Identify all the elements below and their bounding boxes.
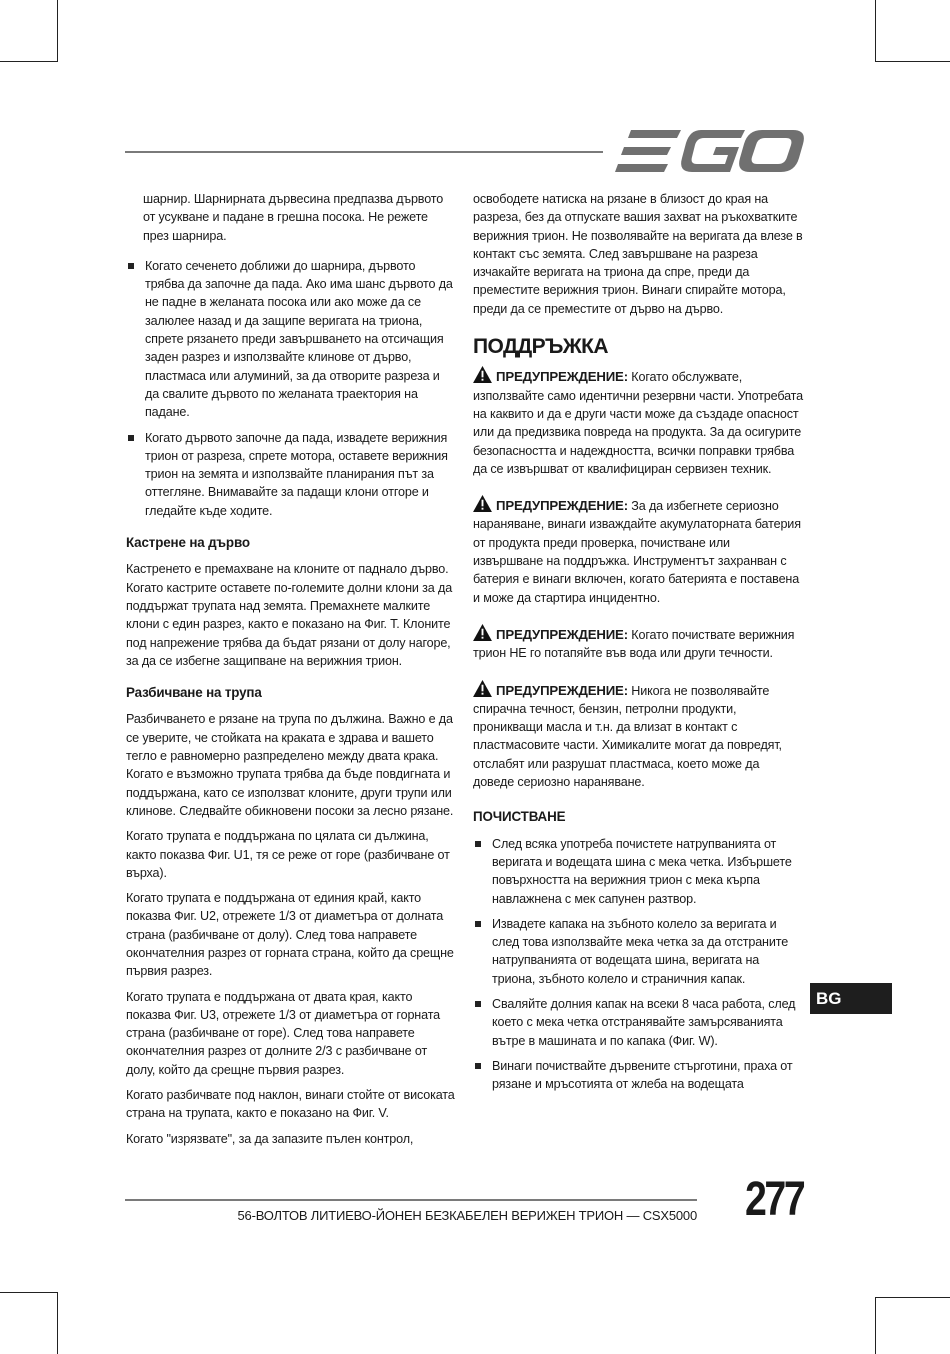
warning-triangle-icon <box>473 366 492 383</box>
warning-paragraph <box>473 624 803 663</box>
footer-product-title: 56-ВОЛТОВ ЛИТИЕВО-ЙОНЕН БЕЗКАБЕЛЕН ВЕРИЖЕН ТРИОН — CSX5000 <box>237 1208 697 1223</box>
felling-bullet-list <box>126 257 456 520</box>
crop-mark <box>875 1297 950 1298</box>
language-tab: BG <box>810 983 892 1014</box>
cleaning-bullet-list <box>473 835 803 1094</box>
footer-rule <box>125 1199 697 1201</box>
warning-triangle-icon <box>473 624 492 641</box>
list-item: Когато дървото започне да пада, извадете верижния трион от разреза, спрете мотора, оставете верижния трион на земята и използвайте планирания път за оттегляне. Внимавайте за падащи клони отгоре и гледайте къде ходите. <box>126 429 456 520</box>
warning-text: Когато обслужвате, използвайте само идентични резервни части. Употребата на каквито и да е други части може да създаде опасност или да предизвика повреда на продукта. За да осигурите безопасността и надеждността, всички поправки трябва да се извършват от квалифициран сервизен техник. <box>473 370 804 476</box>
bucking-paragraph: Когато трупата е поддържана от двата края, както показва Фиг. U3, отрежете 1/3 от диаметъра от горната страна (разбичване от горе). След това направете окончателния разрез от долните 2/3 с разбичване от долу, който да срещне първия разрез. <box>126 989 441 1077</box>
bucking-paragraph: Разбичването е рязане на трупа по дължина. Важно е да се уверите, че стойката на краката е здрава и вашето тегло е равномерно разпределено между двата крака. Когато е възможно трупата трябва да бъде повдигната и поддържана, като се използват клоните, други трупи или клинове. Следвайте обикновени посоки за лесно рязане. <box>126 712 454 818</box>
crop-mark <box>57 0 58 62</box>
warning-triangle-icon <box>473 495 492 512</box>
list-item: Извадете капака на зъбното колело за веригата и след това използвайте мека четка за да отстраните натрупванията от водещата шина, веригата на триона, зъбното колело и страничния капак. <box>473 915 803 988</box>
warning-paragraph <box>473 495 803 607</box>
right-continuation-paragraph: освободете натиска на рязане в близост до края на разреза, без да отпускате вашия захват на ръкохватките верижния трион. Не позволявайте на веригата да влезе в контакт със земята. След завършване на разреза изчакайте веригата на триона да спре, преди да преместите верижния трион. Винаги спирайте мотора, преди да се преместите от дърво на дърво. <box>473 192 803 316</box>
warning-text: Никога не позволявайте спирачна течност, бензин, петролни продукти, проникващи масла и т.н. да влизат в контакт с пластмасовите части. Химикалите могат да повредят, отслабят или разрушат пластмаса, което може да доведе сериозно нараняване. <box>473 683 782 790</box>
crop-mark <box>875 61 950 62</box>
header-rule <box>125 151 603 153</box>
bucking-paragraph: Когато трупата е поддържана по цялата си дължина, както показва Фиг. U1, тя се реже от горе (разбичване от върха). <box>126 829 450 880</box>
list-item: Сваляйте долния капак на всеки 8 часа работа, след което с мека четка отстранявайте замърсяванията вътре в машината и по капака (Фиг. W). <box>473 995 803 1050</box>
warning-text: Когато почиствате верижния трион НЕ го потапяйте във вода или други течности. <box>473 627 795 661</box>
list-item: Винаги почиствайте дървените стърготини, праха от рязане и мръсотията от жлеба на водещата <box>473 1057 803 1094</box>
crop-mark <box>875 1297 876 1354</box>
warning-label: ПРЕДУПРЕЖДЕНИЕ: <box>496 498 628 514</box>
warning-label: ПРЕДУПРЕЖДЕНИЕ: <box>496 626 628 642</box>
warning-paragraph <box>473 680 803 792</box>
crop-mark <box>0 61 58 62</box>
page-number: 277 <box>745 1173 804 1226</box>
right-column <box>473 190 803 1100</box>
bucking-paragraph: Когато "изрязвате", за да запазите пълен контрол, <box>126 1131 414 1146</box>
left-intro-paragraph: шарнир. Шарнирната дървесина предпазва дървото от усукване и падане в грешна посока. Не режете през шарнира. <box>143 192 444 243</box>
warning-label: ПРЕДУПРЕЖДЕНИЕ: <box>496 682 628 698</box>
warning-paragraph <box>473 366 803 478</box>
warning-label: ПРЕДУПРЕЖДЕНИЕ: <box>496 369 628 385</box>
bucking-paragraph: Когато трупата е поддържана от единия край, както показва Фиг. U2, отрежете 1/3 от диаметъра от долната страна (разбичване от долу). След това направете окончателния разрез от горната страна, който да срещне първия разрез. <box>126 891 454 979</box>
warning-text: За да избегнете сериозно нараняване, винаги изваждайте акумулаторната батерия от продукта преди проверка, почистване или извършване на поддръжка. Инструментът захранван с батерия е винаги включен, когато батерията е поставена и може да стартира инцидентно. <box>473 499 801 605</box>
maintenance-heading: ПОДДРЪЖКА <box>473 335 608 359</box>
crop-mark <box>875 0 876 62</box>
bucking-paragraph: Когато разбичвате под наклон, винаги стойте от високата страна на трупата, както е показано на Фиг. V. <box>126 1088 455 1121</box>
bucking-heading: Разбичване на трупа <box>126 685 262 701</box>
list-item: Когато сеченето доближи до шарнира, дървото трябва да започне да пада. Ако има шанс дървото да не падне в желаната посока или ако може да се залюлее назад и да защипе веригата на триона, спрете рязането преди завършването на отсичащия заден разрез и използвайте клинове от дърво, пластмаса или алуминий, за да отворите разреза и да свалите дървото по желаната траектория на падане. <box>126 257 456 422</box>
warning-triangle-icon <box>473 680 492 697</box>
left-column <box>126 190 456 1155</box>
cleaning-heading: ПОЧИСТВАНЕ <box>473 809 566 825</box>
crop-mark <box>57 1292 58 1354</box>
pruning-paragraph: Кастренето е премахване на клоните от паднало дърво. Когато кастрите оставете по-големите долни клони за да поддържат трупата над земята. Премахнете малките клони с един разрез, както е показано на Фиг. T. Клоните под напрежение трябва да бъдат рязани от долу нагоре, за да се избегне защипване на верижния трион. <box>126 562 453 668</box>
list-item: След всяка употреба почистете натрупванията от веригата и водещата шина с мека четка. Избършете повърхността на верижния трион с мека кърпа навлажнена с мек сапунен разтвор. <box>473 835 803 908</box>
crop-mark <box>0 1292 58 1293</box>
ego-logo <box>615 128 805 174</box>
pruning-heading: Кастрене на дърво <box>126 535 250 551</box>
